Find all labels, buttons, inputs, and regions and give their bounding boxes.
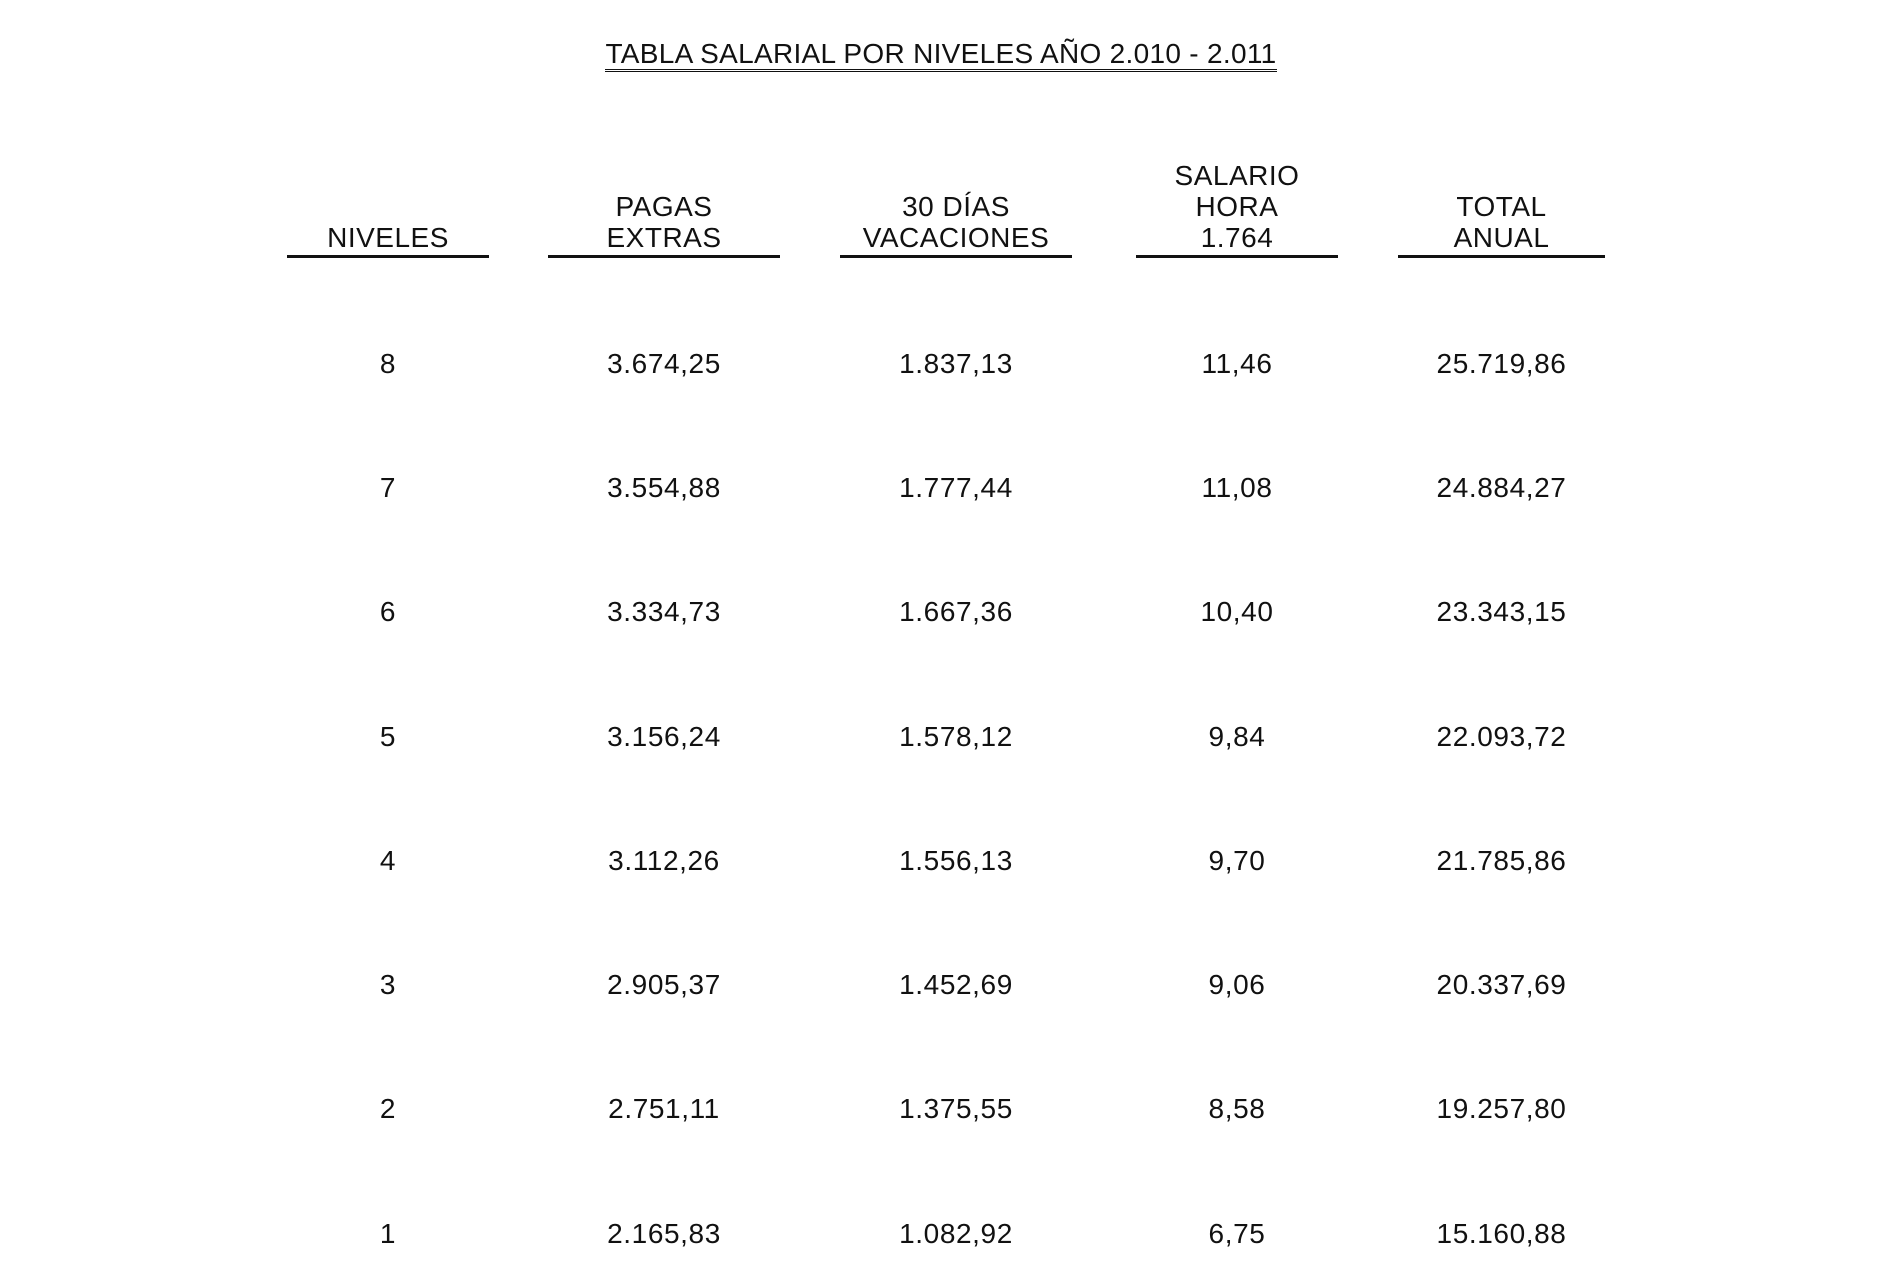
cell-total-anual: 24.884,27 bbox=[1436, 472, 1567, 503]
cell-vacaciones: 1.667,36 bbox=[899, 596, 1013, 627]
header-vacaciones-line-2: VACACIONES bbox=[862, 222, 1050, 253]
header-vacaciones bbox=[840, 160, 1072, 258]
cell-salario-hora: 9,70 bbox=[1208, 845, 1266, 876]
header-pagas-extras bbox=[548, 160, 780, 258]
cell-nivel: 8 bbox=[379, 348, 397, 379]
cell-pagas-extras: 3.156,24 bbox=[607, 721, 721, 752]
cell-vacaciones: 1.837,13 bbox=[899, 348, 1013, 379]
cell-salario-hora: 9,06 bbox=[1208, 969, 1266, 1000]
cell-vacaciones: 1.578,12 bbox=[899, 721, 1013, 752]
table-row bbox=[0, 841, 1882, 881]
cell-nivel: 3 bbox=[379, 969, 397, 1000]
header-salario-hora-line-2: HORA bbox=[1195, 191, 1279, 222]
header-pagas-extras-line-2: EXTRAS bbox=[606, 222, 722, 253]
cell-vacaciones: 1.082,92 bbox=[899, 1218, 1013, 1249]
cell-total-anual: 22.093,72 bbox=[1436, 721, 1567, 752]
header-salario-hora-line-3: 1.764 bbox=[1200, 222, 1274, 253]
table-row bbox=[0, 468, 1882, 508]
cell-nivel: 5 bbox=[379, 721, 397, 752]
cell-total-anual: 21.785,86 bbox=[1436, 845, 1567, 876]
header-total-anual-line-2: ANUAL bbox=[1453, 222, 1550, 253]
table-row bbox=[0, 1214, 1882, 1254]
header-pagas-extras-line-1: PAGAS bbox=[615, 191, 713, 222]
header-total-anual-line-1: TOTAL bbox=[1456, 191, 1547, 222]
table-row bbox=[0, 965, 1882, 1005]
cell-salario-hora: 9,84 bbox=[1208, 721, 1266, 752]
cell-nivel: 1 bbox=[379, 1218, 397, 1249]
cell-pagas-extras: 3.334,73 bbox=[607, 596, 721, 627]
cell-vacaciones: 1.375,55 bbox=[899, 1093, 1013, 1124]
cell-total-anual: 25.719,86 bbox=[1436, 348, 1567, 379]
cell-salario-hora: 10,40 bbox=[1200, 596, 1274, 627]
cell-vacaciones: 1.452,69 bbox=[899, 969, 1013, 1000]
cell-nivel: 6 bbox=[379, 596, 397, 627]
page-title-text: TABLA SALARIAL POR NIVELES AÑO 2.010 - 2.011 bbox=[605, 38, 1276, 72]
cell-nivel: 4 bbox=[379, 845, 397, 876]
cell-nivel: 2 bbox=[379, 1093, 397, 1124]
page-title bbox=[0, 38, 1882, 70]
header-salario-hora-line-1: SALARIO bbox=[1174, 160, 1300, 191]
cell-total-anual: 15.160,88 bbox=[1436, 1218, 1567, 1249]
cell-nivel: 7 bbox=[379, 472, 397, 503]
table-row bbox=[0, 344, 1882, 384]
header-niveles-line-1: NIVELES bbox=[327, 222, 449, 253]
cell-salario-hora: 11,46 bbox=[1201, 348, 1273, 379]
header-niveles bbox=[287, 160, 489, 258]
cell-pagas-extras: 2.751,11 bbox=[608, 1093, 720, 1124]
cell-salario-hora: 8,58 bbox=[1208, 1093, 1266, 1124]
cell-salario-hora: 11,08 bbox=[1201, 472, 1273, 503]
header-vacaciones-line-1: 30 DÍAS bbox=[902, 191, 1010, 222]
header-salario-hora bbox=[1136, 160, 1338, 258]
cell-total-anual: 20.337,69 bbox=[1436, 969, 1567, 1000]
cell-pagas-extras: 3.674,25 bbox=[607, 348, 721, 379]
table-row bbox=[0, 717, 1882, 757]
cell-salario-hora: 6,75 bbox=[1208, 1218, 1266, 1249]
table-row bbox=[0, 1089, 1882, 1129]
cell-total-anual: 23.343,15 bbox=[1436, 596, 1567, 627]
cell-pagas-extras: 3.554,88 bbox=[607, 472, 721, 503]
cell-pagas-extras: 2.165,83 bbox=[607, 1218, 721, 1249]
cell-pagas-extras: 3.112,26 bbox=[608, 845, 720, 876]
cell-vacaciones: 1.777,44 bbox=[899, 472, 1013, 503]
table-row bbox=[0, 592, 1882, 632]
cell-vacaciones: 1.556,13 bbox=[899, 845, 1013, 876]
cell-pagas-extras: 2.905,37 bbox=[607, 969, 721, 1000]
cell-total-anual: 19.257,80 bbox=[1436, 1093, 1567, 1124]
header-total-anual bbox=[1398, 160, 1605, 258]
